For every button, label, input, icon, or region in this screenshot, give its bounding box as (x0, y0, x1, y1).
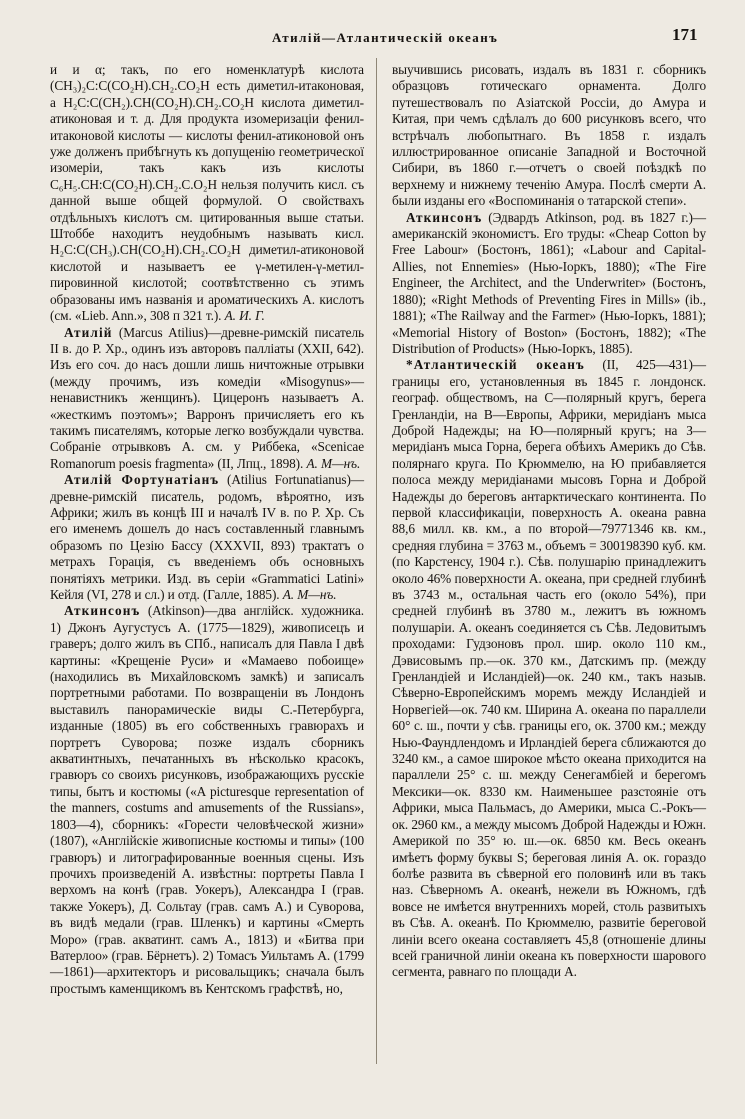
entry-text: (II, 425—431)—границы его, установленныя въ 1845 г. лондонск. географ. обществомъ, на С—полярный кругъ, берега Гренландіи, на В—Европы, Африки, меридіанъ мыса Доброй Надежды; на Ю—полярный кругъ; на З—меридіанъ мыса Горна, берега обѣихъ Америкъ до Сѣв. полярнаго круга. По Крюммелю, на Ю прибавляется полоса между меридіанами мысовъ Горна и Доброй Надежды до береговъ антарктическаго континента. По первой классификаціи, поверхность А. океана равна 88,6 милл. кв. км., а по второй—79771346 кв. км., средняя глубина = 3763 м., объемъ = 300198390 куб. км. (по Карстенсу, 1904 г.). Сѣв. полушарію принадлежитъ около 46% поверхности А. океана, при средней глубинѣ въ 3743 м., остальная часть его (около 54%), при средней глубинѣ въ 3780 м., лежитъ въ южномъ полушаріи. А. океанъ соединяется съ Сѣв. Ледовитымъ проходами: Гудзоновъ прол. шир. около 110 км., Дэвисовымъ пр.—ок. 370 км., Датскимъ пр. (между Гренландіей и Исландіей)—ок. 240 км., такъ назыв. Сѣверно-Европейскимъ моремъ между Исландіей и Норвегіей—ок. 740 км. Ширина А. океана по параллели 60° с. ш., почти у сѣв. границы его, ок. 3700 км.; между Нью-Фаундлендомъ и Ирландіей берега сближаются до 3240 км., а самое широкое мѣсто океана приходится на параллели 25° с. ш. между Сенегамбіей и берегомъ Мексики—ок. 8330 км. Наименьшее разстояніе отъ Африки, мыса Пальмасъ, до Америки, мыса С.-Рокъ—ок. 2960 км., а между мысомъ Доброй Надежды и Южн. Америкой по 35° ю. ш.—ок. 6850 км. Весь океанъ имѣетъ форму буквы S; береговая линія А. ок. гораздо болѣе развита въ сѣверной его половинѣ или въ такъ наз. Сѣверномъ А. океанѣ, нежели въ Южномъ, гдѣ вовсе не имѣется внутреннихъ морей, столь развитыхъ въ Сѣв. А. океанѣ. По Крюммелю, развитіе береговой линіи всего океана составляетъ 45,8 (отношеніе длины всей граничной линіи океана къ поверхности шарового сегмента, равнаго по площади А. (392, 357, 706, 980)
entry-continuation (50, 62, 364, 325)
entry-headword: Атилій (64, 324, 113, 340)
entry-signature: А. И. Г. (224, 308, 265, 324)
entry-continuation (392, 62, 706, 210)
entry-signature: А. М—нъ. (282, 587, 337, 602)
entry-headword: Аткинсонъ (406, 209, 483, 225)
entry-signature: А. М—нъ. (306, 455, 361, 471)
entry-headword: Аткинсонъ (64, 603, 141, 619)
entry-text: (Эдвардъ Atkinson, род. въ 1827 г.)—американскій экономистъ. Его труды: «Cheap Cotton by Free Labour» (Бостонъ, 1861); «Labour and Capital-Allies, not Ennemies» (Нью-Іоркъ, 1880); «The Fire Engineer, the Architect, and the Underwriter» (Бостонъ, 1880); «Right Methods of Preventing Fires in Mills» (ib., 1881); «The Railway and the Farmer» (Нью-Іоркъ, 1881); «Memorial History of Boston» (Бостонъ, 1882); «The Distribution of Products» (Нью-Іоркъ, 1885). (392, 209, 706, 356)
right-column (392, 62, 706, 981)
page-number: 171 (672, 25, 698, 44)
running-header (0, 24, 745, 50)
entry-atkinson-artists (50, 603, 364, 997)
entry-headword: *Атлантическій океанъ (406, 357, 585, 373)
left-column (50, 62, 364, 997)
entry-atilius-fortunatianus (50, 472, 364, 603)
entry-atilius (50, 325, 364, 473)
entry-atkinson-economist (392, 210, 706, 358)
entry-headword: Атилій Фортунатіанъ (64, 472, 220, 488)
running-title: Атилій—Атлантическій океанъ (272, 30, 499, 45)
column-divider (376, 58, 377, 1064)
entry-text: (Atilius Fortunatianus)—древне-римскій писатель, родомъ, вѣроятно, изъ Африки; жилъ въ концѣ III и началѣ IV в. по Р. Хр. Съ его именемъ дошелъ до насъ составленный главнымъ образомъ по Цезію Бассу (XXXVII, 893) трактатъ о метрахъ Горація, съ введеніемъ объ основныхъ понятіяхъ метрики. Изд. въ серіи «Grammatici Latini» Кейля (VI, 278 и сл.) и отд. (Галле, 1885). (50, 472, 364, 602)
entry-text: (Atkinson)—два англійск. художника. 1) Джонъ Аугустусъ А. (1775—1829), живописецъ и граверъ; долго жилъ въ СПб., написалъ для Павла I двѣ картины: «Крещеніе Руси» и «Мамаево побоище» (находились въ Михайловскомъ замкѣ) и записалъ портретными работами. По возвращеніи въ Лондонъ выставилъ панорамическіе виды С.-Петербурга, изданные (1805) въ его собственныхъ гравюрахъ и портретъ Суворова; позже издалъ сборникъ акватинтныхъ, печатанныхъ въ нѣсколько красокъ, гравюръ со своихъ рисунковъ, изображающихъ русскіе типы, бытъ и костюмы («A picturesque representation of the manners, costums and amusements of the Russians», 1803—4), сборникъ: «Горести человѣческой жизни» (1807), «Англійскіе живописные костюмы и типы» (100 гравюръ) и литографированные военныя сцены. Изъ прочихъ произведеній А. извѣстны: портреты Павла I верхомъ на конѣ (грав. Уокеръ), Александра I (грав. также Уокеръ), Д. Сольтау (грав. самъ А.) и Суворова, въ видѣ медали (грав. Шленкъ) и картины «Смерть Моро» (грав. акватинт. самъ А., 1813) и «Битва при Ватерлоо» (грав. Бёрнетъ). 2) Томасъ Уильтамъ А. (1799—1861)—архитекторъ и рисовальщикъ; сначала былъ простымъ каменщикомъ въ Кентскомъ графствѣ, но, (50, 603, 365, 996)
entry-text: (Marcus Atilius)—древне-римскій писатель II в. до Р. Хр., одинъ изъ авторовъ палліаты (XXII, 642). Изъ его соч. до насъ дошли лишь ничтожные отрывки (между прочимъ, изъ комедіи «Misogynus»—ненавистникъ женщинъ). Цицеронъ называетъ А. «жесткимъ поэтомъ»; Варронъ причисляетъ его къ такимъ писателямъ, которые легко возбуждали чувства. Собраніе отрывковъ А. см. у Риббека, «Scenicae Romanorum poesis fragmenta» (II, Лпц., 1898). (50, 324, 364, 471)
entry-atlantic-ocean (392, 357, 706, 980)
entry-text: и и α; такъ, по его номенклатурѣ кислота (CH₃)₂C:C(CO₂H).CH₂.CO₂H есть диметил-итаконовая, а H₂C:C(CH₂).CH(CO₂H).CH₂.CO₂H кислота диметил-атиконовая и т. д. Для продукта изомеризаціи фенил-итаконовой кислоты — кислоты фенил-атиконовой онъ уже долженъ прибѣгнуть къ допущенію геометрическої изомеріи, такъ какъ изъ кислоты C₆H₅.CH:C(CO₂H).CH₂.C.O₂H нельзя получить кисл. съ данной выше общей формулой. О свойствахъ отдѣльныхъ кислотъ см. цитированныя выше статьи. Штоббе находитъ неудобнымъ называть кисл. H₂C:C(CH₃).CH(CO₂H).CH₂.CO₂H диметил-атиконовой кислотой и называетъ ее γ-метилен-γ-метил-пировинной кислотой; соотвѣтственно съ этимъ образованы имъ названія и ароматическихъ А. кислотъ (см. «Lieb. Ann.», 308 п 321 т.). (50, 62, 364, 324)
entry-text: выучившись рисовать, издалъ въ 1831 г. сборникъ образцовъ готическаго орнамента. Долго путешествовалъ по Азіатской Россіи, до Амура и Китая, при чемъ сдѣлалъ до 600 рисунковъ всего, что встрѣчалъ любопытнаго. Въ 1858 г. издалъ иллюстрированное описаніе Западной и Восточной Сибири, въ 1860 г.—отчетъ о своей поѣздкѣ по верхнему и нижнему теченію Амура. Послѣ смерти А. были изданы его «Воспоминанія о татарской степи». (392, 62, 706, 209)
